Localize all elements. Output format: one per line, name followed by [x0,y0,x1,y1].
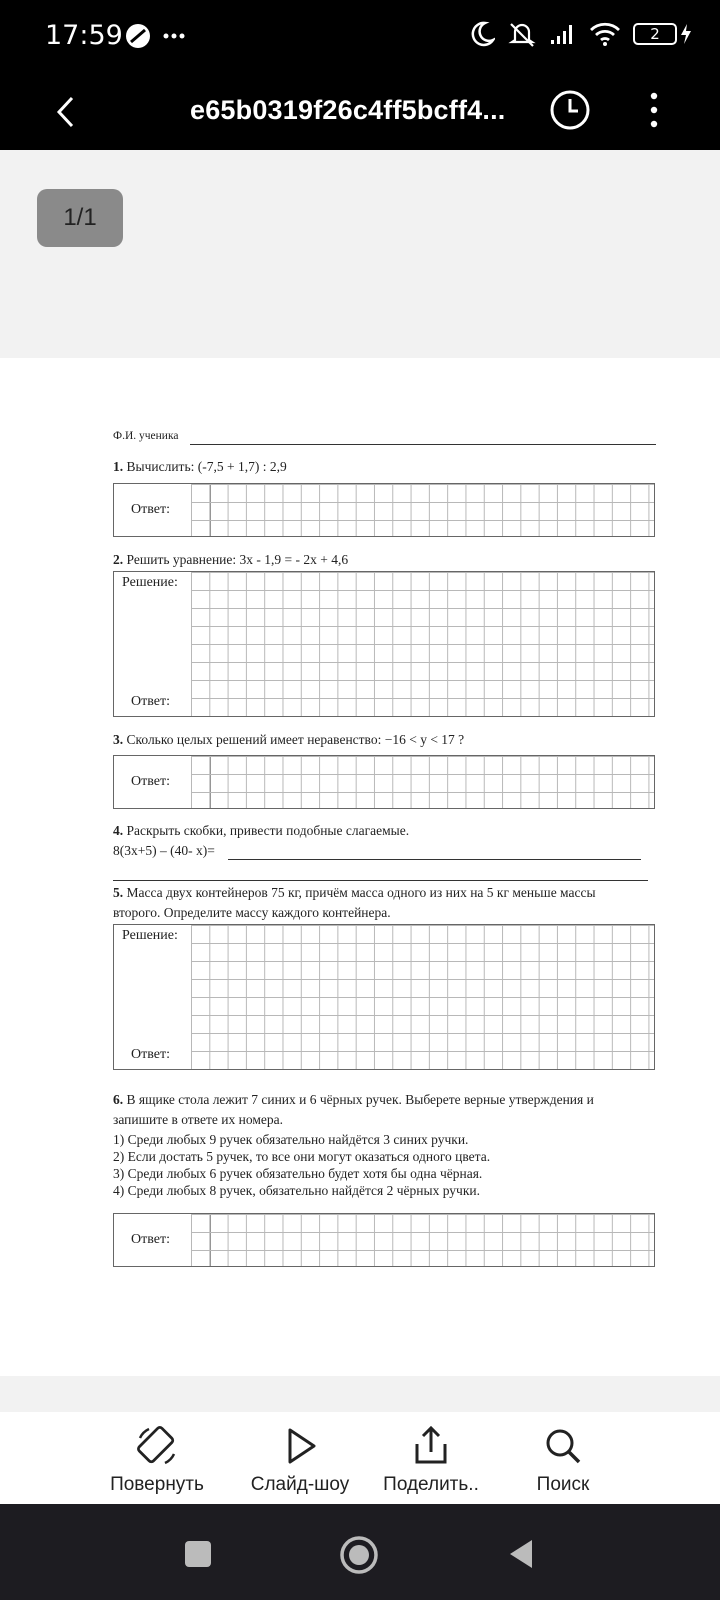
task-6-option-2: 2) Если достать 5 ручек, то все они могут оказаться одного цвета. [113,1149,491,1164]
back-button[interactable] [44,90,88,134]
rotate-button[interactable] [87,1412,227,1504]
triangle-back-icon [502,1534,542,1574]
file-title: e65b0319f26c4ff5bcff4... [190,95,506,125]
clock-icon [548,88,592,132]
task-6-line2: запишите в ответе их номера. [113,1112,283,1127]
app-bar [0,76,720,150]
answer-label: Ответ: [131,502,170,517]
answer-box-3[interactable] [113,755,655,809]
solution-grid [191,925,654,1069]
task-5-line2: второго. Определите массу каждого контейнера. [113,905,391,920]
share-label: Поделить.. [383,1474,479,1495]
student-name-line [190,444,656,445]
answer-label: Ответ: [131,694,170,709]
rotate-label: Повернуть [110,1474,204,1495]
app-notification-icon [124,22,152,50]
signal-icon [549,22,577,46]
solution-box-2[interactable] [113,571,655,717]
document-page [0,358,720,1376]
home-button[interactable] [338,1534,378,1574]
play-icon [278,1424,322,1468]
slideshow-button[interactable] [230,1412,370,1504]
history-button[interactable] [548,88,592,132]
search-label: Поиск [536,1474,590,1495]
student-name-label: Ф.И. ученика [113,430,179,442]
bottom-toolbar [0,1412,720,1504]
search-button[interactable] [493,1412,633,1504]
task-4-expression: 8(3х+5) – (40- х)= [113,843,215,858]
system-navigation-bar [0,1504,720,1600]
answer-grid [191,484,654,536]
task-6-option-3: 3) Среди любых 6 ручек обязательно будет хотя бы одна чёрная. [113,1166,483,1181]
status-bar [0,0,720,76]
task-5: 5. Масса двух контейнеров 75 кг, причём масса одного из них на 5 кг меньше массы [113,885,596,900]
rotate-icon [135,1424,179,1468]
task-6-option-1: 1) Среди любых 9 ручек обязательно найдётся 3 синих ручки. [113,1132,469,1147]
task-4-answer-line-2 [113,880,648,881]
answer-label: Ответ: [131,1232,170,1247]
task-4: 4. Раскрыть скобки, привести подобные слагаемые. [113,823,410,838]
home-circle-icon [338,1534,380,1576]
recent-apps-button[interactable] [178,1534,218,1574]
task-6: 6. В ящике стола лежит 7 синих и 6 чёрных ручек. Выберете верные утверждения и [113,1092,594,1107]
task-4-answer-line [228,859,641,860]
system-back-button[interactable] [502,1534,542,1574]
share-button[interactable] [361,1412,501,1504]
square-icon [178,1534,218,1574]
slideshow-label: Слайд-шоу [250,1474,350,1495]
answer-label: Ответ: [131,1047,170,1062]
more-options-button[interactable] [644,88,664,132]
more-vertical-icon [644,88,664,132]
do-not-disturb-icon [469,20,495,48]
chevron-left-icon [54,95,78,129]
charging-icon [680,23,692,45]
search-icon [541,1424,585,1468]
mute-icon [507,20,537,48]
answer-box-6[interactable] [113,1213,655,1267]
answer-label: Ответ: [131,774,170,789]
task-1: 1. Вычислить: (-7,5 + 1,7) : 2,9 [113,459,287,474]
solution-label: Решение: [122,928,178,943]
task-6-option-4: 4) Среди любых 8 ручек, обязательно найдётся 2 чёрных ручки. [113,1183,480,1198]
answer-grid [191,756,654,808]
solution-label: Решение: [122,575,178,590]
battery-indicator: 2 [633,23,677,45]
task-3: 3. Сколько целых решений имеет неравенство: −16 < y < 17 ? [113,732,465,747]
task-2: 2. Решить уравнение: 3х - 1,9 = - 2х + 4,6 [113,552,349,567]
wifi-icon [589,21,621,47]
status-time: 17:59 [45,20,123,51]
solution-grid [191,572,654,716]
solution-box-5[interactable] [113,924,655,1070]
answer-box-1[interactable] [113,483,655,537]
more-notifications-icon [162,32,186,40]
answer-grid [191,1214,654,1266]
share-icon [409,1424,453,1468]
page-indicator: 1/1 [37,189,123,247]
